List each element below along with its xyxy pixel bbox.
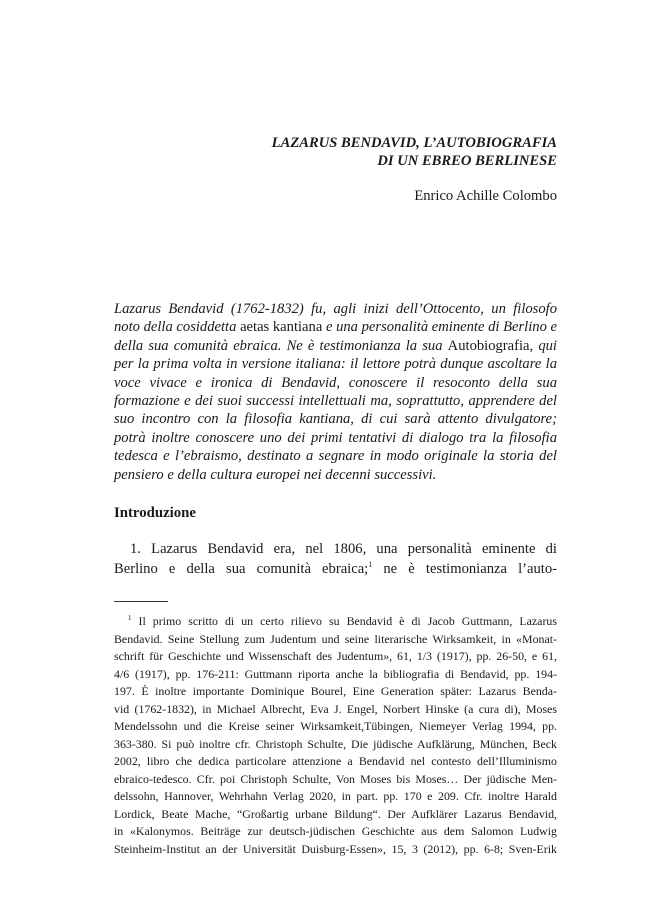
abstract-term-aetas-kantiana: aetas kantiana bbox=[240, 319, 323, 336]
footnote-line: Steinheim-Institut an der Universität Duisburg-Essen», 15, 3 (2012), pp. 6-8; Sven-Erik bbox=[114, 841, 557, 856]
chapter-title-line-1: LAZARUS BENDAVID, L’AUTOBIOGRAFIA bbox=[271, 135, 557, 151]
footnote-line: $^1$ Il primo scritto di un certo rilievo su Bendavid è di Jacob Guttmann, Lazarus bbox=[128, 614, 557, 628]
footnote-line: schrift für Geschichte und Wissenschaft des Judentum», 61, 1/3 (1917), pp. 26-50, e 61, bbox=[114, 649, 557, 663]
abstract bbox=[114, 300, 557, 484]
abstract-term-autobiografia: Autobiografia bbox=[447, 337, 530, 354]
footnote-line: 363-380. Si può inoltre cfr. Christoph Schulte, Die jüdische Aufklärung, München, Beck bbox=[114, 736, 557, 751]
footnote-line: Mendelssohn und die Kreise seiner Wirksamkeit,Tübingen, Niemeyer Verlag 1994, pp. bbox=[114, 719, 557, 733]
footnote bbox=[114, 613, 557, 858]
footnote-line: Bendavid. Seine Stellung zum Judentum und seine literarische Wirksamkeit, in «Monat- bbox=[114, 631, 557, 646]
footnote-line: ebraico-tedesco. Cfr. poi Christoph Schulte, Von Moses bis Moses… Der jüdische Men- bbox=[114, 771, 557, 786]
body-line-2-end: ne è testimonianza l’auto- bbox=[372, 561, 558, 577]
footnote-line: Lordick, Beate Mache, “Großartig urbane Bildung“. Der Aufklärer Lazarus Bendavid, bbox=[114, 806, 557, 821]
chapter-title bbox=[137, 134, 557, 170]
chapter-title-line-2: DI UN EBREO BERLINESE bbox=[377, 153, 557, 169]
abstract-part-3: , qui per la prima volta in versione italiana: il lettore potrà dunque ascoltare la voce vivace e ironica di Bendavid, conoscere il resoconto della sua formazione e dei suoi successi intellettuali ma, soprattutto, apprendere del suo incontro con la filosofia kantiana, di cui sarà attento divulgatore; potrà inoltre conoscere uno dei primi tentativi di dialogo tra la filosofia tedesca e l’ebraismo, destinato a segnare in modo originale la storia del pensiero e della cultura europei nei decenni successivi. bbox=[114, 337, 557, 483]
abstract-part-1: Lazarus Bendavid (1762-1832) fu, agli inizi dell’Ottocento, un filosofo noto della cosiddetta bbox=[114, 301, 557, 336]
footnote-line: 4/6 (1917), pp. 176-211: Guttmann riporta anche la bibliografia di Bendavid, pp. 194- bbox=[114, 666, 557, 681]
author-name: Enrico Achille Colombo bbox=[414, 188, 557, 204]
body-line-2-start: Berlino e della sua comunità ebraica; bbox=[114, 561, 369, 577]
footnote-line: vid (1762-1832), in Michael Albrecht, Eva J. Engel, Norbert Hinske (a cura di), Moses bbox=[114, 701, 557, 716]
footnote-line: in «Kalonymos. Beiträge zur deutsch-jüdischen Geschichte aus dem Salomon Ludwig bbox=[114, 824, 557, 838]
abstract-part-2: e una personalità eminente di Berlino e della sua comunità ebraica. Ne è testimonianza la sua bbox=[114, 319, 557, 354]
footnote-marker: 1 bbox=[128, 614, 132, 622]
body-paragraph bbox=[114, 539, 557, 579]
body-line-2 bbox=[114, 559, 557, 579]
footnote-separator bbox=[114, 601, 168, 602]
footnote-reference: 1 bbox=[368, 560, 373, 569]
body-line-1: 1. Lazarus Bendavid era, nel 1806, una personalità eminente di bbox=[130, 541, 557, 557]
footnote-line: delssohn, Hannover, Wehrhahn Verlag 2020, in part. pp. 170 e 209. Cfr. inoltre Harald bbox=[114, 789, 557, 803]
footnote-line: 197. È inoltre importante Dominique Bourel, Eine Generation später: Lazarus Benda- bbox=[114, 684, 557, 698]
footnote-line: 2002, libro che dedica particolare attenzione a Bendavid nel contesto dell’Illuminismo bbox=[114, 754, 557, 768]
section-heading: Introduzione bbox=[114, 505, 196, 521]
